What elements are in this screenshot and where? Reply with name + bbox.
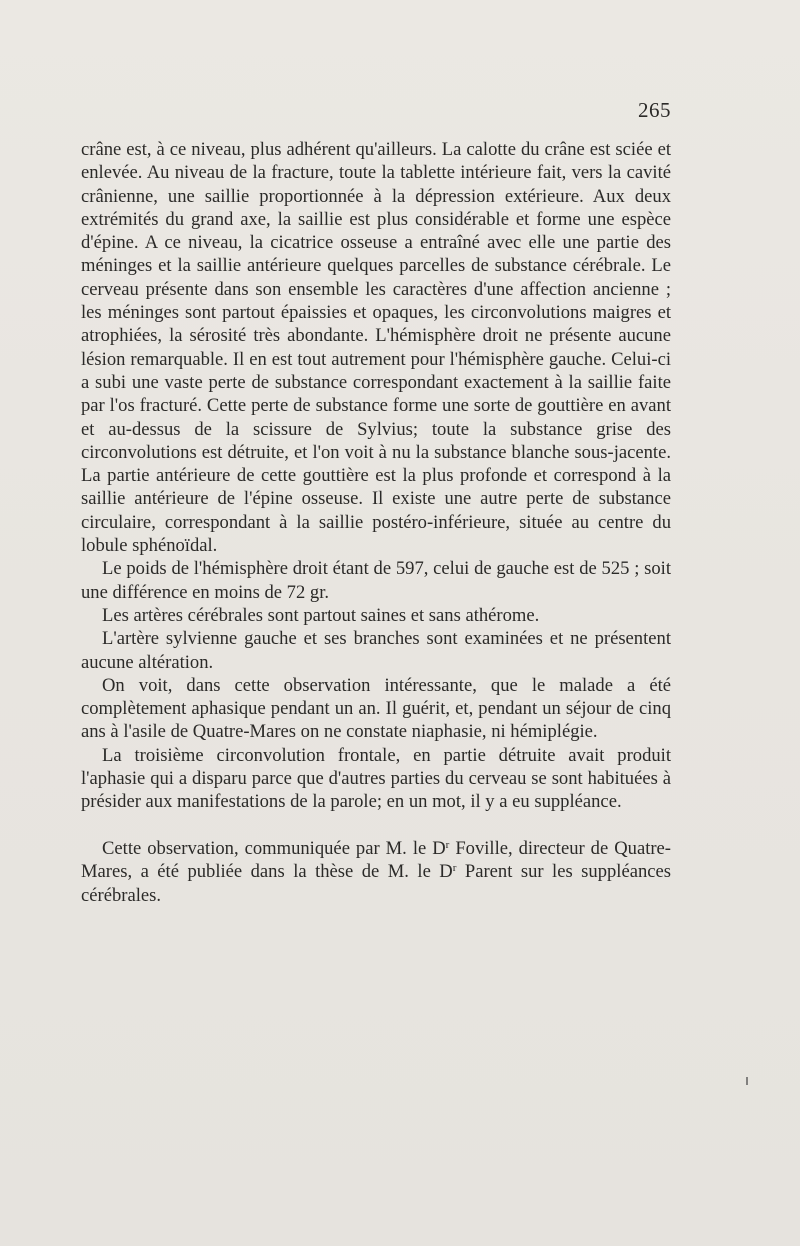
body-text [81, 138, 671, 907]
paragraph-conclusion: La troisième circonvolution frontale, en partie détruite avait produit l'aphasie qui a disparu parce que d'autres parties du cerveau se sont habituées à présider aux manifestations de la parole; en un mot, il y a eu suppléance. [81, 744, 671, 813]
paragraph-observation: On voit, dans cette observation intéressante, que le malade a été complètement aphasique pendant un an. Il guérit, et, pendant un séjour de cinq ans à l'asile de Quatre-Mares on ne constate niaphasie, ni hémiplégie. [81, 674, 671, 743]
paragraph-weights: Le poids de l'hémisphère droit étant de 597, celui de gauche est de 525 ; soit une différence en moins de 72 gr. [81, 558, 671, 603]
note-superscript-1: r [445, 839, 450, 852]
paragraph-sylvian-artery: L'artère sylvienne gauche et ses branches sont examinées et ne présentent aucune altération. [81, 628, 671, 673]
ink-speck [746, 1077, 748, 1085]
paragraph-autopsy: crâne est, à ce niveau, plus adhérent qu'ailleurs. La calotte du crâne est sciée et enlevée. Au niveau de la fracture, toute la tablette intérieure fait, vers la cavité crânienne, une saillie proportionnée à la dépression extérieure. Aux deux extrémités du grand axe, la saillie est plus considérable et forme une espèce d'épine. A ce niveau, la cicatrice osseuse a entraîné avec elle une partie des méninges et la saillie antérieure quelques parcelles de substance cérébrale. Le cerveau présente dans son ensemble les caractères d'une affection ancienne ; les méninges sont partout épaissies et opaques, les circonvolutions maigres et atrophiées, la sérosité très abondante. L'hémisphère droit ne présente aucune lésion remarquable. Il en est tout autrement pour l'hémisphère gauche. Celui-ci a subi une vaste perte de substance correspondant exactement à la saillie faite par l'os fracturé. Cette perte de substance forme une sorte de gouttière en avant et au-dessus de la scissure de Sylvius; toute la substance grise des circonvolutions est détruite, et l'on voit à nu la substance blanche sous-jacente. La partie antérieure de cette gouttière est la plus profonde et correspond à la saillie antérieure de l'épine osseuse. Il existe une autre perte de substance circulaire, correspondant à la saillie postéro-inférieure, située au centre du lobule sphénoïdal. [81, 139, 671, 557]
note-text-1: Cette observation, communiquée par M. le D [102, 838, 446, 860]
note-text-3: Parent sur les suppléances cérébrales. [81, 861, 671, 906]
note-superscript-2: r [452, 862, 457, 875]
page-number: 265 [638, 98, 671, 122]
note-text-2: Foville, directeur de Quatre-Mares, a été publiée dans la thèse de M. le D [81, 838, 671, 883]
paragraph-arteries: Les artères cérébrales sont partout saines et sans athérome. [102, 604, 540, 626]
paragraph-source-note [81, 837, 671, 907]
